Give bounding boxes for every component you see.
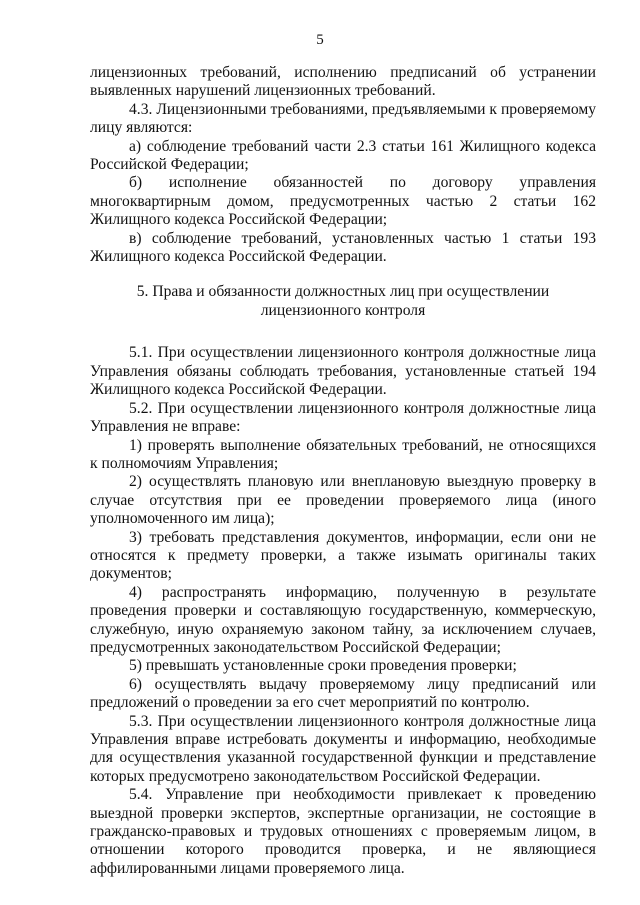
paragraph: 5.4. Управление при необходимости привлекает к проведению выездной проверки экспертов, экспертные организации, не состоящие в гражданско-правовых и трудовых отношениях с проверяемым лицом, в отношении которого проводится проверка, и не являющиеся аффилированными лицами проверяемого лица. — [90, 786, 596, 877]
page-number: 5 — [316, 32, 324, 48]
paragraph: 2) осуществлять плановую или внеплановую выездную проверку в случае отсутствия при ее проведении проверяемого лица (иного уполномоченного им лица); — [90, 473, 596, 528]
paragraph: б) исполнение обязанностей по договору управления многоквартирным домом, предусмотренных частью 2 статьи 162 Жилищного кодекса Российской Федерации; — [90, 174, 596, 229]
section-5-heading — [90, 282, 596, 320]
section-4-paragraphs — [90, 64, 596, 266]
paragraph: а) соблюдение требований части 2.3 статьи 161 Жилищного кодекса Российской Федерации; — [90, 137, 596, 174]
paragraph: 1) проверять выполнение обязательных требований, не относящихся к полномочиям Управления; — [90, 436, 596, 472]
paragraph: в) соблюдение требований, установленных частью 1 статьи 193 Жилищного кодекса Российской Федерации. — [90, 229, 596, 266]
paragraph: 4.3. Лицензионными требованиями, предъявляемыми к проверяемому лицу являются: — [90, 100, 596, 137]
heading-line-1: 5. Права и обязанности должностных лиц при осуществлении — [136, 283, 550, 301]
heading-line-2: лицензионного контроля — [260, 302, 426, 320]
paragraph: лицензионных требований, исполнению предписаний об устранении выявленных нарушений лицензионных требований. — [90, 64, 596, 100]
paragraph: 3) требовать представления документов, информации, если они не относятся к предмету проверки, а также изымать оригиналы таких документов; — [90, 528, 596, 583]
paragraph: 6) осуществлять выдачу проверяемому лицу предписаний или предложений о проведении за его счет мероприятий по контролю. — [90, 675, 596, 712]
paragraph: 4) распространять информацию, полученную в результате проведения проверки и составляющую государственную, коммерческую, служебную, иную охраняемую законом тайну, за исключением случаев, предусмотренных законодательством Российской Федерации; — [90, 583, 596, 656]
document-body — [90, 64, 596, 878]
paragraph: 5) превышать установленные сроки проведения проверки; — [129, 657, 517, 675]
paragraph: 5.3. При осуществлении лицензионного контроля должностные лица Управления вправе истребовать документы и информацию, необходимые для осуществления указанной государственной функции и представление которых предусмотрено законодательством Российской Федерации. — [90, 712, 596, 785]
section-5-paragraphs — [90, 344, 596, 878]
paragraph: 5.2. При осуществлении лицензионного контроля должностные лица Управления не вправе: — [90, 399, 596, 436]
paragraph: 5.1. При осуществлении лицензионного контроля должностные лица Управления обязаны соблюдать требования, установленные статьей 194 Жилищного кодекса Российской Федерации. — [90, 344, 596, 399]
